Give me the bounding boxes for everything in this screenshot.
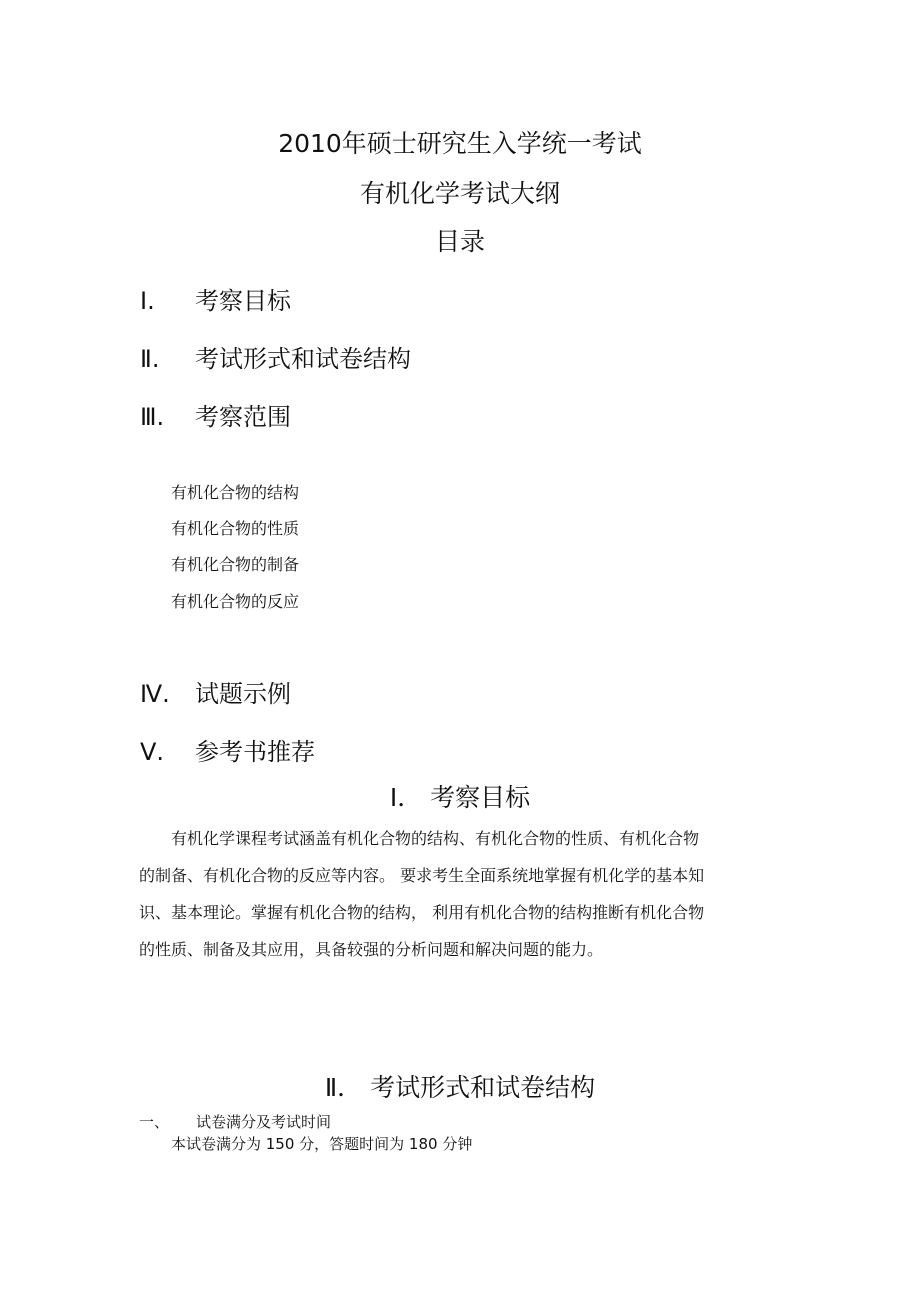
toc-item-label: 考试形式和试卷结构 (195, 345, 411, 373)
toc-item-label: 考察目标 (195, 287, 291, 315)
toc-item-2 (140, 339, 411, 374)
paragraph-line: 识、基本理论。掌握有机化合物的结构， 利用有机化合物的结构推断有机化合物 (139, 903, 705, 922)
toc-title: 目录 (434, 227, 485, 256)
section-heading-2: Ⅱ． 考试形式和试卷结构 (324, 1073, 596, 1102)
paragraph-line: 有机化学课程考试涵盖有机化合物的结构、有机化合物的性质、有机化合物 (171, 829, 700, 848)
toc-item-number: Ⅱ. (140, 345, 160, 373)
paragraph-line: 的性质、制备及其应用，具备较强的分析问题和解决问题的能力。 (139, 940, 604, 959)
list-item-title: 试卷满分及考试时间 (196, 1113, 332, 1131)
toc-item-label: 参考书推荐 (195, 738, 315, 766)
doc-title: 2010年硕士研究生入学统一考试 (278, 129, 642, 158)
toc-item-4 (140, 674, 291, 709)
toc-item-1 (140, 281, 291, 316)
toc-item-label: 考察范围 (195, 403, 291, 431)
toc-item-number: Ⅰ. (140, 287, 155, 315)
toc-item-number: Ⅲ. (140, 403, 165, 431)
paragraph-line: 的制备、有机化合物的反应等内容。 要求考生全面系统地掌握有机化学的基本知 (139, 866, 705, 885)
toc-item-3 (140, 397, 291, 432)
toc-subitem: 有机化合物的制备 (171, 555, 300, 574)
list-item-number: 一、 (139, 1113, 170, 1131)
toc-subitem: 有机化合物的结构 (171, 483, 300, 502)
toc-subitem: 有机化合物的反应 (171, 592, 300, 611)
toc-subitem: 有机化合物的性质 (171, 519, 300, 538)
section-paragraph (139, 826, 704, 974)
toc-item-5 (140, 732, 315, 767)
doc-subtitle: 有机化学考试大纲 (359, 179, 560, 208)
toc-item-number: Ⅴ. (140, 738, 165, 766)
list-item-text: 本试卷满分为 150 分，答题时间为 180 分钟 (171, 1135, 473, 1153)
toc-item-number: Ⅳ. (140, 680, 170, 708)
toc-item-label: 试题示例 (195, 680, 291, 708)
section-heading-1: Ⅰ． 考察目标 (389, 783, 531, 812)
